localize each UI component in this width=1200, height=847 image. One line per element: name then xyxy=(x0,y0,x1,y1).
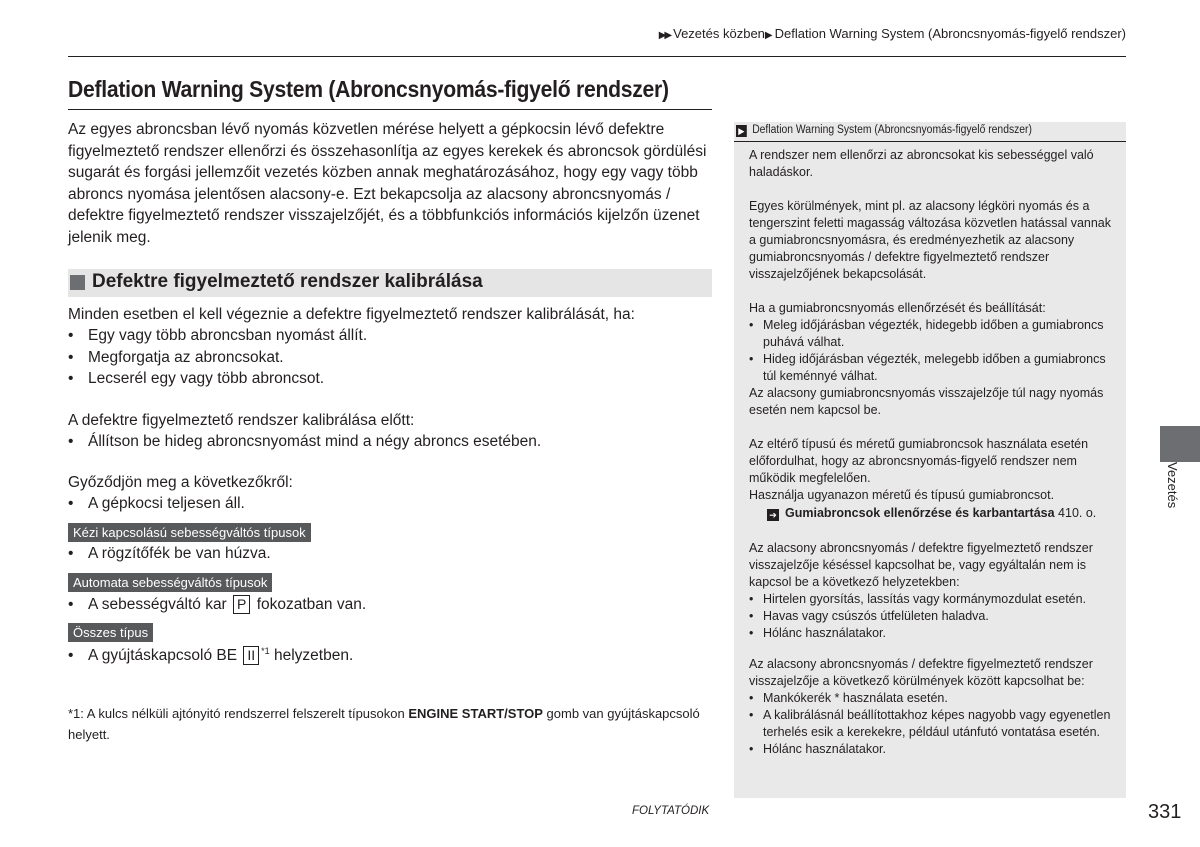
breadcrumb xyxy=(659,26,1126,41)
breadcrumb-part-1[interactable]: Vezetés közben xyxy=(673,26,765,41)
list-item: • A gyújtáskapcsoló BE II $^{*1}$ helyzetben. xyxy=(68,646,354,665)
list-item: • A rögzítőfék be van húzva. xyxy=(68,545,271,562)
footnote: *1: A kulcs nélküli ajtónyitó rendszerrel felszerelt típusokon ENGINE START/STOP gomb van gyújtáskapcsoló helyett. xyxy=(68,706,700,742)
note-icon: ▶ xyxy=(736,125,747,137)
side-paragraph-5: Az alacsony abroncsnyomás / defektre figyelmeztető rendszer visszajelzője késéssel kapcsolhat be, vagy egyáltalán nem is kapcsol be a következő helyzetekben: • Hirtelen gyorsítás, lassítás vagy kormánymozdulat esetén. • Havas vagy csúszós útfelületen haladva. • Hólánc használatakor. xyxy=(749,541,1093,640)
tag-automatic: Automata sebességváltós típusok xyxy=(68,573,272,592)
side-header: ▶ Deflation Warning System (Abroncsnyomás-figyelő rendszer) xyxy=(736,124,1032,137)
side-paragraph-1: A rendszer nem ellenőrzi az abroncsokat kis sebességgel való haladáskor. xyxy=(749,148,1094,179)
cross-reference-link[interactable]: ➔ Gumiabroncsok ellenőrzése és karbantartása 410. o. xyxy=(749,505,1119,522)
arrow-icon: ▶ xyxy=(764,30,773,41)
key-ii-icon: II xyxy=(243,646,259,665)
list-item: • Lecserél egy vagy több abroncsot. xyxy=(68,370,325,387)
section-square-icon xyxy=(70,275,85,290)
list-item: • Egy vagy több abroncsban nyomást állít. xyxy=(68,327,368,344)
side-paragraph-3: Ha a gumiabroncsnyomás ellenőrzését és beállítását: • Meleg időjárásban végezték, hidegebb időben a gumiabroncs puhává válhat. • Hideg időjárásban végezték, melegebb időben a gumiabroncs túl keménnyé válhat. Az alacsony gumiabroncsnyomás visszajelzője túl nagy nyomás esetén nem kapcsol be. xyxy=(749,301,1106,417)
list-item: • Állítson be hideg abroncsnyomást mind a négy abroncs esetében. xyxy=(68,433,542,450)
check-lead: Győződjön meg a következőkről: xyxy=(68,474,293,491)
tag-all-types: Összes típus xyxy=(68,623,153,642)
breadcrumb-part-2[interactable]: Deflation Warning System (Abroncsnyomás-figyelő rendszer) xyxy=(774,26,1126,41)
before-lead: A defektre figyelmeztető rendszer kalibrálása előtt: xyxy=(68,412,415,429)
chapter-tab-marker[interactable] xyxy=(1160,426,1200,462)
title-rule xyxy=(68,109,712,110)
top-rule xyxy=(68,56,1126,57)
chapter-tab-label[interactable]: Vezetés xyxy=(1165,462,1180,509)
list-item: • A gépkocsi teljesen áll. xyxy=(68,495,245,512)
intro-paragraph: Az egyes abroncsban lévő nyomás közvetlen mérése helyett a gépkocsin lévő defektre figyelmeztető rendszer ellenőrzi és összehasonlítja az egyes kerekek és abroncsok gördülési sugarát és forgási jellemzőit vezetés közben annak meghatározásához, hogy egy vagy több abroncs nyomása jelentősen alacsony-e. Ezt bekapcsolja az alacsony abroncsnyomás / defektre figyelmeztető rendszer visszajelzőjét, és a többfunkciós információs kijelzőn üzenet jelenik meg. xyxy=(68,121,707,246)
side-paragraph-2: Egyes körülmények, mint pl. az alacsony légköri nyomás és a tengerszint feletti magasság változása közvetlen hatással vannak a gumiabroncsnyomásra, és eredményezhetik az alacsony gumiabroncsnyomás / defektre figyelmeztető rendszer visszajelzőjének bekapcsolását. xyxy=(749,199,1112,281)
key-p-icon: P xyxy=(233,595,250,614)
side-paragraph-6: Az alacsony abroncsnyomás / defektre figyelmeztető rendszer visszajelzője a következő körülmények között kapcsolhat be: • Mankókerék * használata esetén. • A kalibrálásnál beállítottakhoz képes nagyobb vagy egyenetlen terhelés esik a kerekekre, például utánfutó vontatása esetén. • Hólánc használatakor. xyxy=(749,657,1111,756)
page-number: 331 xyxy=(1148,801,1182,823)
continued-label: FOLYTATÓDIK xyxy=(632,805,710,817)
reference-arrow-icon: ➔ xyxy=(767,509,779,521)
double-arrow-icon: ▶▶ xyxy=(658,30,671,41)
page-title: Deflation Warning System (Abroncsnyomás-figyelő rendszer) xyxy=(68,76,669,102)
side-paragraph-4: Az eltérő típusú és méretű gumiabroncsok használata esetén előfordulhat, hogy az abroncsnyomás-figyelő rendszer nem működik megfelelően. Használja ugyanazon méretű és típusú gumiabroncsot. ➔ Gumiabroncsok ellenőrzése és karbantartása 410. o. xyxy=(749,436,1119,522)
list-item: • A sebességváltó kar P fokozatban van. xyxy=(68,596,367,613)
list-item: • Megforgatja az abroncsokat. xyxy=(68,349,284,366)
tag-manual: Kézi kapcsolású sebességváltós típusok xyxy=(68,523,311,542)
section-title: Defektre figyelmeztető rendszer kalibrálása xyxy=(92,271,483,292)
calibration-lead: Minden esetben el kell végeznie a defektre figyelmeztető rendszer kalibrálását, ha: xyxy=(68,306,635,323)
